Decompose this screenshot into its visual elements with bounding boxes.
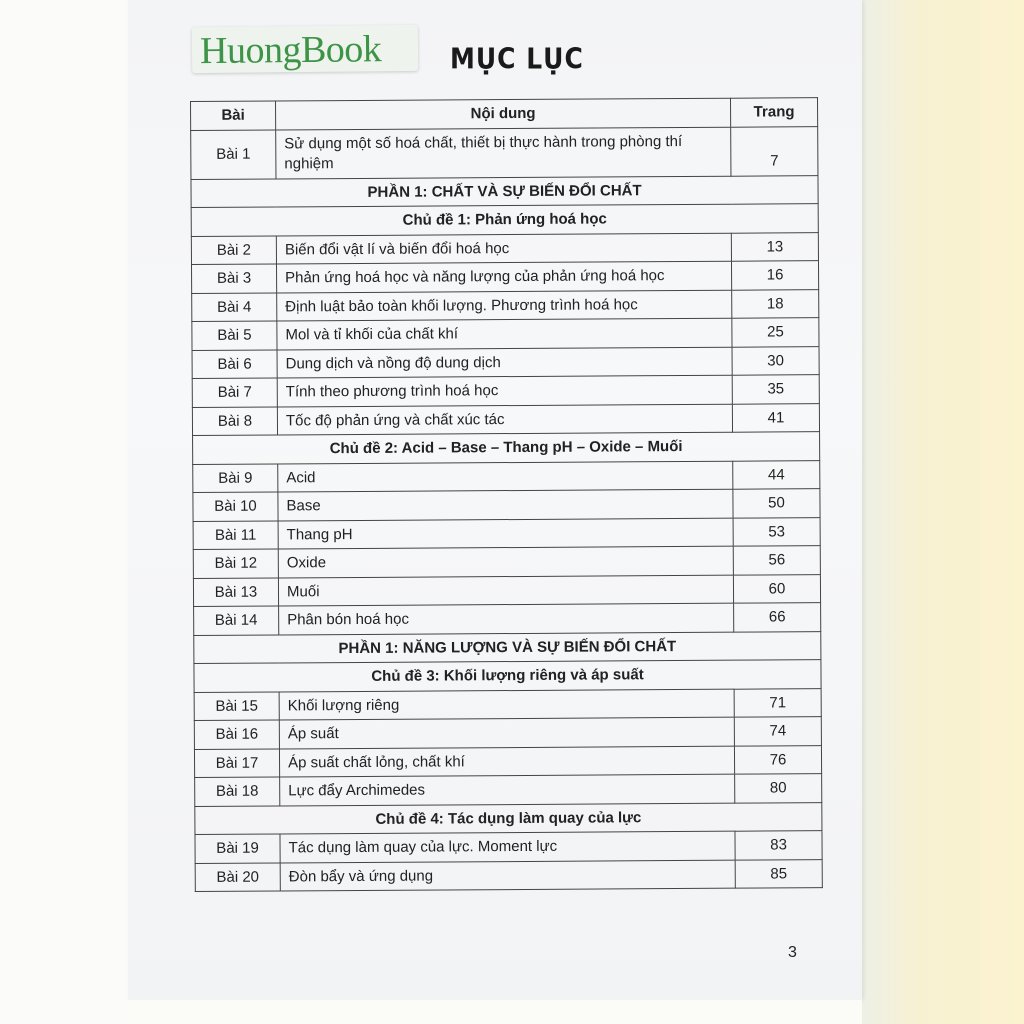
- section-heading: Chủ đề 1: Phản ứng hoá học: [191, 204, 818, 236]
- lesson-title: Áp suất chất lỏng, chất khí: [279, 746, 734, 777]
- table-row: [194, 745, 821, 777]
- lesson-title: Phản ứng hoá học và năng lượng của phản ứng hoá học: [276, 261, 731, 292]
- lesson-title: Tính theo phương trình hoá học: [277, 375, 732, 406]
- toc-table: [190, 97, 823, 892]
- lesson-page: 35: [732, 375, 819, 404]
- lesson-title: Muối: [278, 575, 733, 606]
- lesson-page: 80: [735, 774, 822, 803]
- lesson-title: Oxide: [278, 546, 733, 577]
- lesson-title: Thang pH: [278, 518, 733, 549]
- table-row: [194, 603, 821, 635]
- toc-body: [191, 126, 823, 891]
- table-row: [195, 774, 822, 806]
- table-row: [194, 688, 821, 720]
- lesson-number: Bài 3: [191, 264, 276, 293]
- lesson-title: Biến đổi vật lí và biến đổi hoá học: [276, 233, 731, 264]
- lesson-number: Bài 6: [192, 349, 277, 378]
- lesson-number: Bài 17: [194, 748, 279, 777]
- section-heading-row: [191, 204, 818, 236]
- lesson-title: Mol và tỉ khối của chất khí: [277, 318, 732, 349]
- lesson-number: Bài 18: [195, 777, 280, 806]
- lesson-number: Bài 10: [193, 492, 278, 521]
- lesson-number: Bài 7: [192, 378, 277, 407]
- table-row: [192, 289, 819, 321]
- header-noi-dung: Nội dung: [276, 98, 731, 129]
- lesson-number: Bài 12: [193, 549, 278, 578]
- lesson-title: Phân bón hoá học: [279, 603, 734, 634]
- lesson-number: Bài 4: [192, 292, 277, 321]
- header-bai: Bài: [191, 101, 276, 130]
- table-row: [191, 232, 818, 264]
- lesson-number: Bài 16: [194, 720, 279, 749]
- section-heading-row: [194, 660, 821, 692]
- lesson-page: 16: [731, 261, 818, 290]
- lesson-page: 25: [732, 318, 819, 347]
- lesson-number: Bài 11: [193, 520, 278, 549]
- lesson-title: Khối lượng riêng: [279, 689, 734, 720]
- lesson-number: Bài 15: [194, 691, 279, 720]
- section-heading-row: [195, 802, 822, 834]
- page-number: 3: [788, 944, 797, 961]
- lesson-number: Bài 5: [192, 321, 277, 350]
- section-heading-row: [194, 631, 821, 663]
- table-row: [195, 831, 822, 863]
- table-row: [193, 460, 820, 492]
- lesson-title: Định luật bảo toàn khối lượng. Phương trình hoá học: [277, 290, 732, 321]
- lesson-page: 66: [734, 603, 821, 632]
- lesson-title: Tác dụng làm quay của lực. Moment lực: [280, 831, 735, 862]
- lesson-title: Đòn bẩy và ứng dụng: [280, 860, 735, 891]
- toc-header-row: [191, 98, 818, 130]
- lesson-number: Bài 1: [191, 129, 276, 179]
- section-heading: Chủ đề 4: Tác dụng làm quay của lực: [195, 802, 822, 834]
- header-trang: Trang: [730, 98, 817, 127]
- lesson-title: Acid: [278, 461, 733, 492]
- lesson-number: Bài 19: [195, 834, 280, 863]
- table-row: [193, 546, 820, 578]
- lesson-page: 7: [731, 126, 818, 176]
- lesson-page: 71: [734, 688, 821, 717]
- lesson-title: Sử dụng một số hoá chất, thiết bị thực hành trong phòng thí nghiệm: [276, 127, 731, 179]
- right-background: [862, 0, 1024, 1024]
- section-heading: PHẦN 1: NĂNG LƯỢNG VÀ SỰ BIẾN ĐỔI CHẤT: [194, 631, 821, 663]
- lesson-number: Bài 8: [192, 406, 277, 435]
- lesson-title: Dung dịch và nồng độ dung dịch: [277, 347, 732, 378]
- lesson-number: Bài 13: [193, 577, 278, 606]
- logo-sticker: [192, 25, 418, 73]
- table-row: [193, 574, 820, 606]
- huongbook-logo: HuongBook: [199, 28, 382, 73]
- table-row: [192, 375, 819, 407]
- table-row: [193, 489, 820, 521]
- table-row: [192, 403, 819, 435]
- table-row: [192, 318, 819, 350]
- section-heading: PHẦN 1: CHẤT VÀ SỰ BIẾN ĐỔI CHẤT: [191, 175, 818, 207]
- lesson-page: 83: [735, 831, 822, 860]
- lesson-page: 76: [734, 745, 821, 774]
- table-row: [195, 859, 822, 891]
- lesson-page: 85: [735, 859, 822, 888]
- lesson-number: Bài 9: [193, 463, 278, 492]
- lesson-page: 41: [732, 403, 819, 432]
- section-heading-row: [191, 175, 818, 207]
- lesson-page: 53: [733, 517, 820, 546]
- lesson-page: 30: [732, 346, 819, 375]
- lesson-page: 18: [732, 289, 819, 318]
- table-row: [192, 346, 819, 378]
- table-row: [193, 517, 820, 549]
- lesson-number: Bài 2: [191, 235, 276, 264]
- lesson-title: Tốc độ phản ứng và chất xúc tác: [277, 404, 732, 435]
- table-row: [191, 126, 818, 179]
- lesson-number: Bài 14: [194, 606, 279, 635]
- section-heading-row: [193, 432, 820, 464]
- table-row: [194, 717, 821, 749]
- section-heading: Chủ đề 2: Acid – Base – Thang pH – Oxide – Muối: [193, 432, 820, 464]
- lesson-page: 50: [733, 489, 820, 518]
- lesson-page: 74: [734, 717, 821, 746]
- lesson-page: 60: [733, 574, 820, 603]
- page-title: MỤC LỤC: [450, 41, 584, 76]
- lesson-page: 44: [733, 460, 820, 489]
- lesson-title: Lực đẩy Archimedes: [280, 774, 735, 805]
- left-background: [0, 0, 128, 1024]
- lesson-number: Bài 20: [195, 862, 280, 891]
- page-bottom-edge: [128, 1000, 862, 1024]
- section-heading: Chủ đề 3: Khối lượng riêng và áp suất: [194, 660, 821, 692]
- table-row: [191, 261, 818, 293]
- lesson-title: Base: [278, 489, 733, 520]
- lesson-page: 13: [731, 232, 818, 261]
- lesson-title: Áp suất: [279, 717, 734, 748]
- lesson-page: 56: [733, 546, 820, 575]
